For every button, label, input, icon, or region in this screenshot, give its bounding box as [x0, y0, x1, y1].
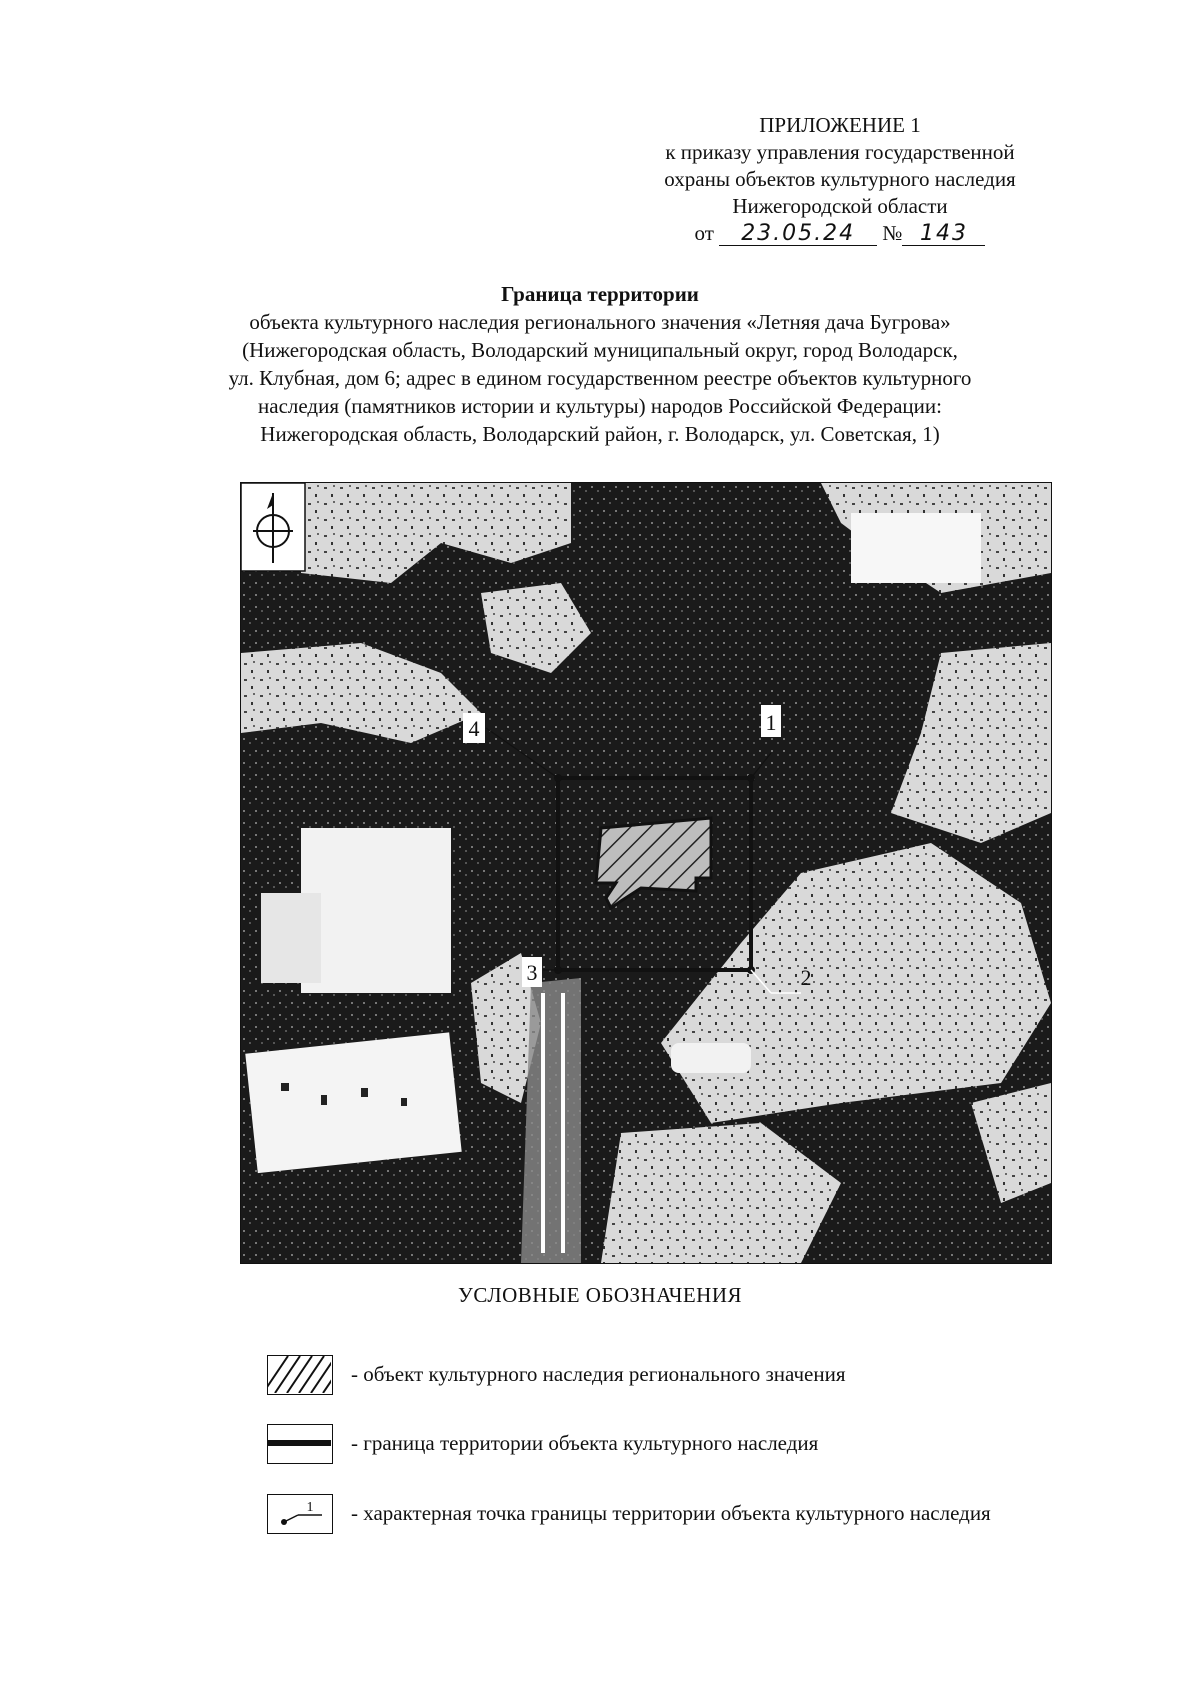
appendix-line: Нижегородской области [732, 194, 948, 218]
legend-text: - характерная точка границы территории объекта культурного наследия [351, 1501, 991, 1525]
legend-text: - объект культурного наследия регионального значения [351, 1362, 846, 1386]
boundary-map [240, 482, 1052, 1264]
document-title [160, 280, 1040, 448]
hatch-icon [267, 1355, 333, 1395]
title-line: (Нижегородская область, Володарский муниципальный округ, город Володарск, [242, 338, 958, 362]
title-line: наследия (памятников истории и культуры) народов Российской Федерации: [258, 394, 942, 418]
legend-point-label: 1 [306, 1500, 314, 1515]
order-from-label: от [694, 221, 714, 245]
title-line: ул. Клубная, дом 6; адрес в едином государственном реестре объектов культурного [228, 366, 972, 390]
title-line: Нижегородская область, Володарский район, г. Володарск, ул. Советская, 1) [260, 422, 940, 446]
order-number-label: № [882, 221, 903, 245]
order-line [695, 220, 986, 247]
point-label-2: 2 [800, 965, 812, 990]
point-label-4: 4 [468, 716, 480, 741]
appendix-line: к приказу управления государственной [665, 140, 1015, 164]
order-date: 23.05.24 [719, 223, 877, 246]
boundary-point-icon [267, 1494, 333, 1534]
appendix-header [600, 112, 1080, 247]
point-label-1: 1 [765, 710, 777, 735]
title-heading: Граница территории [501, 282, 699, 306]
point-label-3: 3 [526, 960, 538, 985]
boundary-line-icon [267, 1424, 333, 1464]
map-canvas [241, 483, 1051, 1263]
road [521, 978, 581, 1263]
order-number: 143 [902, 223, 985, 246]
legend-text: - граница территории объекта культурного наследия [351, 1431, 819, 1455]
legend-title: УСЛОВНЫЕ ОБОЗНАЧЕНИЯ [457, 1283, 743, 1307]
appendix-title: ПРИЛОЖЕНИЕ 1 [759, 113, 921, 137]
appendix-line: охраны объектов культурного наследия [664, 167, 1016, 191]
north-arrow-icon [241, 483, 305, 571]
title-line: объекта культурного наследия регионального значения «Летняя дача Бугрова» [249, 310, 951, 334]
